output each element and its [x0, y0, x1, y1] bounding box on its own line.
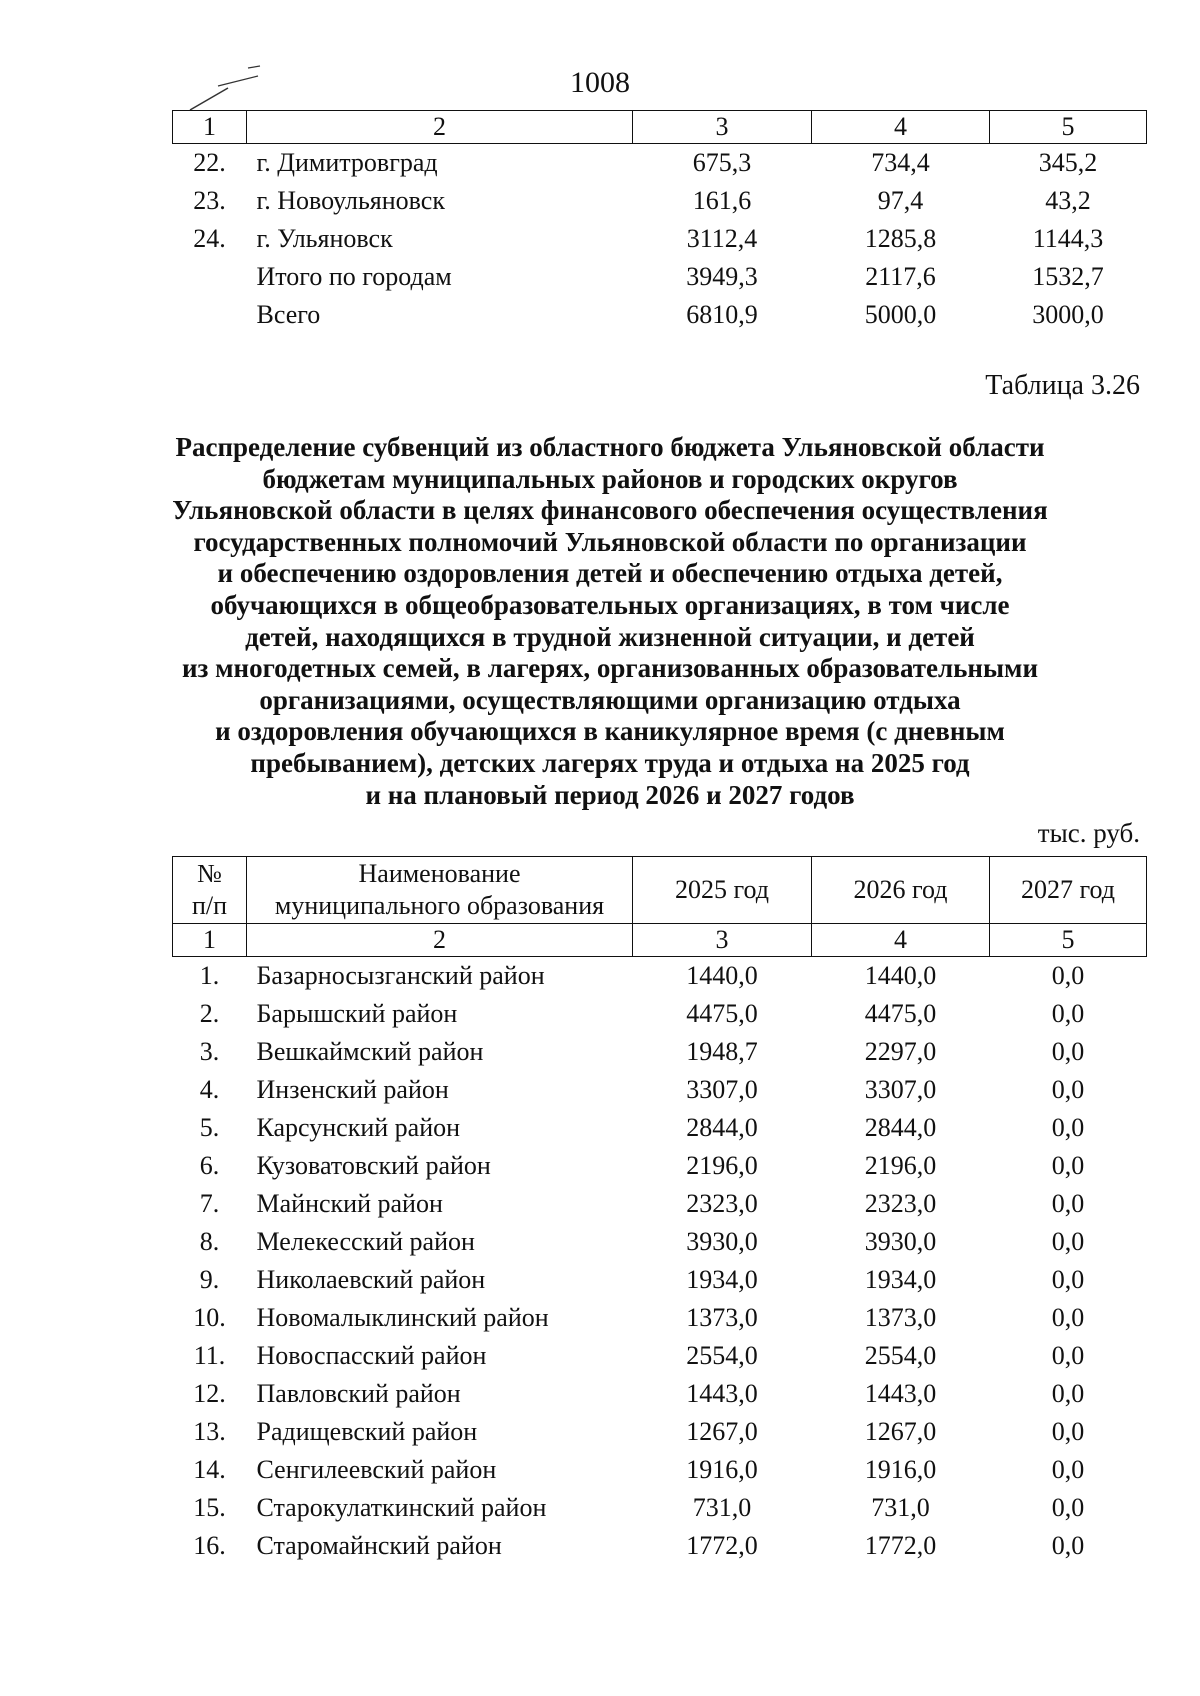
table-row [173, 1451, 1147, 1489]
title-line: детей, находящихся в трудной жизненной ситуации, и детей [245, 621, 975, 652]
value-2026: 1373,0 [864, 1303, 937, 1332]
municipality-name: Барышский район [256, 999, 458, 1028]
subvention-table-body [173, 957, 1147, 1566]
title-line: организациями, осуществляющими организацию отдыха [259, 684, 961, 715]
value-2026: 1440,0 [864, 961, 937, 990]
total-row [173, 296, 1147, 334]
row-number: 11. [193, 1341, 226, 1370]
value-2025: 1934,0 [686, 1265, 758, 1294]
value-2025: 3307,0 [686, 1075, 758, 1104]
value-2027: 345,2 [1038, 148, 1098, 177]
value-2026: 2297,0 [864, 1037, 937, 1066]
header-row [173, 857, 1147, 924]
header-2025: 2025 год [633, 857, 812, 924]
subtotal-2026: 2117,6 [865, 262, 936, 291]
subvention-table [172, 856, 1147, 1565]
total-2026: 5000,0 [864, 300, 937, 329]
value-2026: 2323,0 [864, 1189, 937, 1218]
row-number: 6. [199, 1151, 220, 1180]
table-title [120, 432, 1100, 811]
row-number: 10. [193, 1303, 226, 1332]
table-row [173, 1109, 1147, 1147]
table-row [173, 1375, 1147, 1413]
column-number: 5 [990, 924, 1147, 957]
table-row [173, 1413, 1147, 1451]
value-2025: 2323,0 [686, 1189, 758, 1218]
value-2027: 0,0 [1051, 1493, 1085, 1522]
header-number-line2: п/п [191, 891, 228, 920]
municipality-name: Майнский район [256, 1189, 443, 1218]
row-number: 7. [199, 1189, 220, 1218]
table-row [173, 1071, 1147, 1109]
table-row [173, 957, 1147, 996]
row-number: 5. [199, 1113, 220, 1142]
title-line: пребыванием), детских лагерях труда и отдыха на 2025 год [250, 747, 970, 778]
municipality-name: Новомалыклинский район [256, 1303, 549, 1332]
municipality-name: Базарносызганский район [256, 961, 545, 990]
value-2027: 0,0 [1051, 1113, 1085, 1142]
municipality-name: Старомайнский район [256, 1531, 502, 1560]
value-2025: 2196,0 [686, 1151, 758, 1180]
row-number: 13. [193, 1417, 226, 1446]
title-line: государственных полномочий Ульяновской области по организации [193, 526, 1027, 557]
value-2026: 4475,0 [864, 999, 937, 1028]
value-2026: 1772,0 [864, 1531, 937, 1560]
subtotal-2027: 1532,7 [1032, 262, 1104, 291]
table-label: Таблица 3.26 [985, 370, 1140, 401]
value-2026: 1916,0 [864, 1455, 937, 1484]
value-2025: 731,0 [692, 1493, 752, 1522]
value-2027: 0,0 [1051, 999, 1085, 1028]
value-2025: 2554,0 [686, 1341, 758, 1370]
value-2027: 43,2 [1045, 186, 1091, 215]
total-2025: 6810,9 [686, 300, 758, 329]
value-2026: 3930,0 [864, 1227, 937, 1256]
municipality-name: Сенгилеевский район [256, 1455, 497, 1484]
value-2025: 1948,7 [686, 1037, 758, 1066]
value-2027: 0,0 [1051, 1189, 1085, 1218]
row-number: 9. [199, 1265, 220, 1294]
municipality-name: Кузоватовский район [256, 1151, 491, 1180]
table-row [173, 1223, 1147, 1261]
value-2026: 734,4 [871, 148, 930, 177]
value-2027: 1144,3 [1032, 224, 1104, 253]
column-number: 4 [812, 924, 990, 957]
table-row [173, 144, 1147, 183]
value-2025: 2844,0 [686, 1113, 758, 1142]
value-2026: 3307,0 [864, 1075, 937, 1104]
row-number: 15. [193, 1493, 226, 1522]
value-2025: 3930,0 [686, 1227, 758, 1256]
municipality-name: г. Димитровград [256, 148, 438, 177]
title-line: и на плановый период 2026 и 2027 годов [365, 779, 855, 810]
municipality-name: Николаевский район [256, 1265, 486, 1294]
table-row [173, 1337, 1147, 1375]
column-number: 2 [247, 924, 633, 957]
row-number: 14. [193, 1455, 226, 1484]
table-row [173, 1261, 1147, 1299]
column-number: 2 [247, 111, 633, 144]
table-row [173, 220, 1147, 258]
municipality-name: Павловский район [256, 1379, 461, 1408]
value-2027: 0,0 [1051, 1303, 1085, 1332]
value-2027: 0,0 [1051, 1227, 1085, 1256]
municipality-name: г. Ульяновск [256, 224, 393, 253]
value-2026: 1934,0 [864, 1265, 937, 1294]
municipality-name: Радищевский район [256, 1417, 478, 1446]
header-name-line2: муниципального образования [274, 891, 605, 920]
value-2027: 0,0 [1051, 1379, 1085, 1408]
municipality-name: г. Новоульяновск [256, 186, 445, 215]
table-row [173, 1185, 1147, 1223]
column-number: 1 [173, 111, 247, 144]
value-2025: 1916,0 [686, 1455, 758, 1484]
table-row [173, 1299, 1147, 1337]
value-2025: 161,6 [692, 186, 752, 215]
row-number: 3. [199, 1037, 220, 1066]
municipality-name: Новоспасский район [256, 1341, 487, 1370]
column-number: 1 [173, 924, 247, 957]
value-2027: 0,0 [1051, 1455, 1085, 1484]
subtotal-2025: 3949,3 [686, 262, 758, 291]
value-2026: 1443,0 [864, 1379, 937, 1408]
value-2027: 0,0 [1051, 1151, 1085, 1180]
value-2027: 0,0 [1051, 1417, 1085, 1446]
value-2027: 0,0 [1051, 1341, 1085, 1370]
header-number-line1: № [197, 859, 222, 888]
continuation-table [172, 110, 1147, 334]
table-row [173, 1489, 1147, 1527]
value-2026: 2196,0 [864, 1151, 937, 1180]
value-2027: 0,0 [1051, 1265, 1085, 1294]
page-number: 1008 [570, 66, 630, 99]
municipality-name: Старокулаткинский район [256, 1493, 547, 1522]
title-line: и обеспечению оздоровления детей и обеспечению отдыха детей, [217, 558, 1003, 589]
row-number: 4. [199, 1075, 220, 1104]
header-name [247, 857, 633, 924]
units-label: тыс. руб. [1037, 818, 1140, 848]
row-number: 1. [199, 961, 220, 990]
table-row [173, 1527, 1147, 1565]
subtotal-label: Итого по городам [256, 262, 452, 291]
municipality-name: Вешкаймский район [256, 1037, 484, 1066]
value-2025: 1443,0 [686, 1379, 758, 1408]
title-line: Ульяновской области в целях финансового обеспечения осуществления [172, 495, 1048, 526]
value-2025: 3112,4 [686, 224, 758, 253]
value-2025: 1440,0 [686, 961, 758, 990]
column-number-row [173, 111, 1147, 144]
municipality-name: Мелекесский район [256, 1227, 475, 1256]
value-2026: 1267,0 [864, 1417, 937, 1446]
value-2026: 97,4 [877, 186, 924, 215]
title-line: из многодетных семей, в лагерях, организованных образовательными [181, 653, 1039, 684]
header-2026: 2026 год [812, 857, 990, 924]
value-2025: 4475,0 [686, 999, 758, 1028]
table-row [173, 995, 1147, 1033]
value-2026: 2554,0 [864, 1341, 937, 1370]
table-row [173, 1033, 1147, 1071]
municipality-name: Карсунский район [256, 1113, 461, 1142]
title-line: бюджетам муниципальных районов и городских округов [262, 463, 958, 494]
row-number: 2. [199, 999, 220, 1028]
header-name-line1: Наименование [358, 859, 521, 888]
title-line: Распределение субвенций из областного бюджета Ульяновской области [175, 432, 1045, 462]
value-2025: 1267,0 [686, 1417, 758, 1446]
value-2026: 1285,8 [864, 224, 937, 253]
column-number: 3 [633, 924, 812, 957]
table-row [173, 1147, 1147, 1185]
subtotal-row [173, 258, 1147, 296]
row-number: 16. [193, 1531, 226, 1560]
header-number [173, 857, 247, 924]
total-2027: 3000,0 [1032, 300, 1104, 329]
value-2025: 1772,0 [686, 1531, 758, 1560]
value-2026: 2844,0 [864, 1113, 937, 1142]
municipality-name: Инзенский район [256, 1075, 449, 1104]
column-number: 4 [812, 111, 990, 144]
value-2025: 1373,0 [686, 1303, 758, 1332]
row-number: 8. [199, 1227, 220, 1256]
value-2026: 731,0 [871, 1493, 930, 1522]
row-number: 24. [193, 224, 226, 253]
header-2027: 2027 год [990, 857, 1147, 924]
row-number: 12. [193, 1379, 226, 1408]
value-2027: 0,0 [1051, 1531, 1085, 1560]
title-line: обучающихся в общеобразовательных организациях, в том числе [210, 589, 1010, 620]
table-row [173, 182, 1147, 220]
column-number: 3 [633, 111, 812, 144]
value-2027: 0,0 [1051, 1037, 1085, 1066]
column-number-row [173, 924, 1147, 957]
title-line: и оздоровления обучающихся в каникулярное время (с дневным [215, 716, 1005, 747]
column-number: 5 [990, 111, 1147, 144]
row-number: 22. [193, 148, 226, 177]
value-2027: 0,0 [1051, 1075, 1085, 1104]
value-2025: 675,3 [692, 148, 752, 177]
row-number: 23. [193, 186, 226, 215]
value-2027: 0,0 [1051, 961, 1085, 990]
total-label: Всего [256, 300, 321, 329]
